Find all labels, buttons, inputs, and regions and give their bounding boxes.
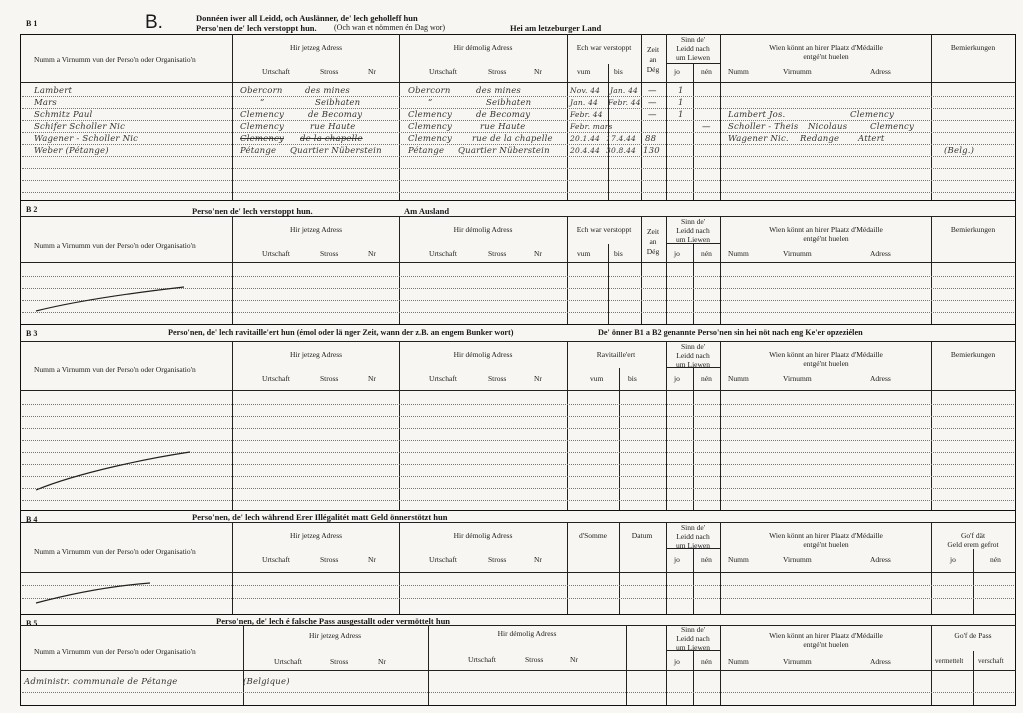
form-text: vum — [590, 374, 604, 383]
form-text: Nr — [534, 374, 542, 383]
form-text: jo — [950, 555, 956, 564]
form-text: Stross — [320, 555, 339, 564]
form-text: Clemency — [240, 110, 284, 120]
form-text: rue Haute — [310, 122, 356, 132]
form-text: (Belgique) — [243, 677, 290, 687]
form-text: Stross — [488, 555, 507, 564]
rule-line — [428, 625, 429, 705]
form-text: 1 — [678, 110, 684, 120]
form-header-note: (Och wan et nömmen én Dag wor) — [334, 23, 446, 32]
form-text: Nr — [378, 657, 386, 666]
form-text: Virnumm — [783, 657, 812, 666]
form-text: Urtschaft — [468, 655, 496, 664]
form-text: nén — [701, 67, 712, 76]
form-text: Febr. 44 — [570, 110, 603, 119]
form-text: Go'f dät — [960, 531, 986, 540]
form-text: Nr — [534, 555, 542, 564]
form-text: Go'f de Pass — [954, 631, 992, 640]
form-text: Nr — [368, 374, 376, 383]
form-text: Lambert Jos. — [728, 110, 786, 120]
section-code-b1: B 1 — [26, 19, 38, 28]
form-text: Urtschaft — [262, 374, 290, 383]
form-text: 1 — [678, 98, 684, 108]
form-text: 20.1.44 — [570, 134, 601, 143]
form-text: Virnumm — [783, 249, 812, 258]
form-text: Febr. 44 — [608, 98, 641, 107]
rule-line — [626, 625, 627, 705]
form-text: Clemency — [408, 110, 452, 120]
form-text: bis — [614, 67, 623, 76]
b1-col-current-address: Hir jetzeg Adress — [289, 43, 343, 52]
form-text: Leidd nach — [676, 532, 710, 541]
form-text: entgé'nt huelen — [803, 640, 849, 649]
section-code-b2: B 2 — [26, 205, 38, 214]
b1-col-former-address: Hir démolig Adress — [453, 43, 513, 52]
form-text: Nr — [368, 67, 376, 76]
rule-line — [20, 625, 1016, 626]
form-text: Stross — [330, 657, 349, 666]
form-text: jo — [674, 555, 680, 564]
form-text: vum — [577, 67, 591, 76]
form-text: Hir jetzeg Adress — [289, 350, 343, 359]
form-text: vermettelt — [935, 657, 964, 665]
form-text: um Liewen — [676, 643, 710, 652]
form-text: um Liewen — [676, 53, 710, 62]
rule-line — [20, 670, 1016, 671]
form-text: Clemency — [240, 122, 284, 132]
form-text: Nr — [368, 249, 376, 258]
form-text: Numm — [728, 555, 749, 564]
section-code-b3: B 3 — [26, 329, 38, 338]
form-text: Schmitz Paul — [34, 110, 93, 120]
form-text: Urtschaft — [262, 67, 290, 76]
form-text: Pétange — [240, 146, 277, 156]
form-text: Ech war verstoppt — [576, 225, 632, 234]
form-letter: B. — [145, 12, 163, 33]
form-text: Seibhaten — [486, 98, 532, 108]
rule-line — [20, 614, 1016, 615]
form-text: Febr. mars — [570, 122, 613, 131]
form-text: Hir jetzeg Adress — [289, 531, 343, 540]
form-text: Urtschaft — [429, 555, 457, 564]
b3-title: Perso'nen, de' lech ravitaille'ert hun (émol oder lä nger Zeit, wann der z.B. an engem Bunker wort) — [168, 328, 514, 337]
rule-line — [22, 692, 1014, 693]
form-text: Leidd nach — [676, 226, 710, 235]
form-text: jo — [674, 67, 680, 76]
form-text: Urtschaft — [429, 249, 457, 258]
form-text: Wien könnt an hirer Plaatz d'Médaille — [769, 225, 883, 234]
form-text: Adress — [870, 374, 891, 383]
form-text: Zeit — [646, 227, 660, 236]
form-text: de Becomay — [308, 110, 363, 120]
form-text: nén — [701, 555, 712, 564]
form-text: verschaft — [978, 657, 1004, 665]
form-text: Numm — [728, 249, 749, 258]
form-text: Sinn de' — [680, 523, 706, 532]
form-text: Obercorn — [240, 86, 283, 96]
form-text: Hir démolig Adress — [453, 350, 513, 359]
b5-title: Perso'nen, de' lech é falsche Pass ausgestallt oder vermöttelt hun — [216, 616, 451, 626]
form-text: de Becomay — [476, 110, 531, 120]
form-text: vum — [577, 249, 591, 258]
form-text: rue de la chapelle — [472, 134, 553, 144]
form-text: Jan. 44 — [610, 86, 639, 95]
section-code-b4: B 4 — [26, 515, 38, 524]
form-text: an — [649, 55, 657, 64]
form-text: — — [648, 110, 657, 120]
form-text: jo — [674, 657, 680, 666]
form-text: bis — [628, 374, 637, 383]
form-text: Mars — [34, 98, 57, 108]
form-text: Wien könnt an hirer Plaatz d'Médaille — [769, 531, 883, 540]
form-text: Stross — [488, 374, 507, 383]
form-text: Numm a Virnumm vun der Perso'n oder Organisatio'n — [34, 647, 196, 656]
section-code-b5: B 5 — [26, 619, 38, 628]
form-text: an — [649, 237, 657, 246]
form-text: Datum — [631, 531, 653, 540]
form-text: Numm — [728, 67, 749, 76]
form-text: Jan. 44 — [570, 98, 599, 107]
form-text: jo — [674, 374, 680, 383]
form-text: Nov. 44 — [570, 86, 601, 95]
b4-title: Perso'nen, de' lech während Erer Illégalitét matt Geld önnerstötzt hun — [192, 512, 448, 522]
form-text: Clemency — [408, 122, 452, 132]
form-text: d'Somme — [578, 531, 608, 540]
b2-title: Perso'nen de' lech verstoppt hun. — [192, 206, 313, 216]
form-text: Leidd nach — [676, 634, 710, 643]
form-text: Urtschaft — [262, 249, 290, 258]
form-text: 30.8.44 — [606, 146, 637, 155]
b1-col-remarks: Bemierkungen — [950, 43, 996, 52]
form-text: Stross — [525, 655, 544, 664]
form-text: jo — [674, 249, 680, 258]
form-text: Geld erem gefrot — [947, 540, 999, 549]
form-text: Lambert — [34, 86, 73, 96]
b1-col-name: Numm a Virnumm vun der Perso'n oder Organisatio'n — [34, 55, 196, 64]
form-text: Urtschaft — [274, 657, 302, 666]
form-text: Seibhaten — [315, 98, 361, 108]
b1-col-hidden: Ech war verstoppt — [576, 43, 632, 52]
form-text: 1 — [678, 86, 684, 96]
form-text: de la chapelle — [300, 134, 363, 144]
form-text: Dég — [646, 65, 660, 74]
form-text: Numm — [728, 374, 749, 383]
form-text: — — [648, 98, 657, 108]
form-text: Dég — [646, 247, 660, 256]
form-text: Schifer Scholler Nic — [34, 122, 126, 132]
form-text: Nr — [570, 655, 578, 664]
form-text: bis — [614, 249, 623, 258]
form-text: Numm a Virnumm vun der Perso'n oder Organisatio'n — [34, 241, 196, 250]
form-text: Scholler - Theis — [728, 122, 799, 132]
b2-subtitle: Am Ausland — [404, 206, 450, 216]
form-text: Weber (Pétange) — [34, 146, 109, 156]
form-text: Attert — [858, 134, 885, 144]
rule-line — [693, 651, 694, 705]
b3-subtitle: De' önner B1 a B2 genannte Perso'nen sin hei nöt nach eng Ke'er opzeziélen — [598, 328, 863, 337]
rule-line — [243, 625, 244, 705]
form-text: nén — [990, 555, 1001, 564]
form-text: Nr — [534, 249, 542, 258]
form-text: Numm a Virnumm vun der Perso'n oder Organisatio'n — [34, 365, 196, 374]
form-text: nén — [701, 657, 712, 666]
form-text: entgé'nt huelen — [803, 52, 849, 61]
rule-line — [931, 625, 932, 705]
form-text: Wien könnt an hirer Plaatz d'Médaille — [769, 350, 883, 359]
form-text: des mines — [305, 86, 350, 96]
form-text: Virnumm — [783, 374, 812, 383]
form-text: Urtschaft — [262, 555, 290, 564]
form-text: Clemency — [240, 134, 284, 144]
form-text: rue Haute — [480, 122, 526, 132]
form-text: Zeit — [646, 45, 660, 54]
form-text: Ravitaille'ert — [596, 350, 636, 359]
rule-line — [720, 625, 721, 705]
form-text: des mines — [476, 86, 521, 96]
form-text: Hir démolig Adress — [497, 629, 557, 638]
rule-line — [666, 625, 667, 705]
b1-col-medal: Wien könnt an hirer Plaatz d'Médaille — [769, 43, 883, 52]
form-text: Virnumm — [783, 555, 812, 564]
form-text: um Liewen — [676, 541, 710, 550]
form-text: Adress — [870, 555, 891, 564]
form-text: Pétange — [408, 146, 445, 156]
form-text: Sinn de' — [680, 35, 706, 44]
form-text: Stross — [320, 374, 339, 383]
form-text: nén — [701, 249, 712, 258]
form-text: entgé'nt huelen — [803, 359, 849, 368]
form-text: Hir jetzeg Adress — [308, 631, 362, 640]
form-text: Leidd nach — [676, 44, 710, 53]
form-text: Adress — [870, 657, 891, 666]
form-text: Nr — [534, 67, 542, 76]
form-text: ” — [428, 98, 433, 108]
form-text: Obercorn — [408, 86, 451, 96]
form-text: Clemency — [408, 134, 452, 144]
form-text: um Liewen — [676, 235, 710, 244]
form-text: 130 — [643, 146, 660, 156]
form-text: Numm — [728, 657, 749, 666]
form-text: Sinn de' — [680, 625, 706, 634]
form-text: nén — [701, 374, 712, 383]
form-text: Bemierkungen — [950, 350, 996, 359]
form-text: Leidd nach — [676, 351, 710, 360]
form-text: 20.4.44 — [570, 146, 601, 155]
form-text: Stross — [488, 249, 507, 258]
form-text: Nr — [368, 555, 376, 564]
form-text: Stross — [488, 67, 507, 76]
form-text: Clemency — [850, 110, 894, 120]
form-text: Wagener Nic. — [728, 134, 789, 144]
form-text: ” — [260, 98, 265, 108]
form-text: — — [648, 86, 657, 96]
form-text: Sinn de' — [680, 217, 706, 226]
form-text: Bemierkungen — [950, 225, 996, 234]
form-text: Clemency — [870, 122, 914, 132]
form-text: entgé'nt huelen — [803, 540, 849, 549]
form-text: Stross — [320, 67, 339, 76]
form-header-line1: Donnéen iwer all Leidd, och Auslänner, de' lech geholleff hun — [196, 13, 418, 23]
form-text: Urtschaft — [429, 67, 457, 76]
form-text: Quartier Nüberstein — [458, 146, 550, 156]
form-text: Numm a Virnumm vun der Perso'n oder Organisatio'n — [34, 547, 196, 556]
form-text: Wien könnt an hirer Plaatz d'Médaille — [769, 631, 883, 640]
form-text: Redange — [800, 134, 840, 144]
form-text: Virnumm — [783, 67, 812, 76]
form-text: Urtschaft — [429, 374, 457, 383]
form-text: Hir démolig Adress — [453, 225, 513, 234]
form-text: Stross — [320, 249, 339, 258]
form-text: Adress — [870, 249, 891, 258]
form-text: 17.4.44 — [606, 134, 637, 143]
form-text: (Belg.) — [944, 146, 975, 156]
form-text: Hir démolig Adress — [453, 531, 513, 540]
form-text: entgé'nt huelen — [803, 234, 849, 243]
form-text: — — [702, 122, 711, 132]
form-text: Nicolaus — [808, 122, 848, 132]
form-text: Adress — [870, 67, 891, 76]
form-header-place: Hei am letzeburger Land — [510, 23, 602, 33]
form-header-line2: Perso'nen de' lech verstoppt hun. — [196, 23, 317, 33]
form-text: 88 — [645, 134, 657, 144]
form-text: Quartier Nüberstein — [290, 146, 382, 156]
form-text: um Liewen — [676, 360, 710, 369]
form-text: Hir jetzeg Adress — [289, 225, 343, 234]
form-text: Wagener - Scholler Nic — [34, 134, 139, 144]
form-text: Administr. communale de Pétange — [24, 677, 178, 687]
form-text: Sinn de' — [680, 342, 706, 351]
rule-line — [973, 651, 974, 705]
